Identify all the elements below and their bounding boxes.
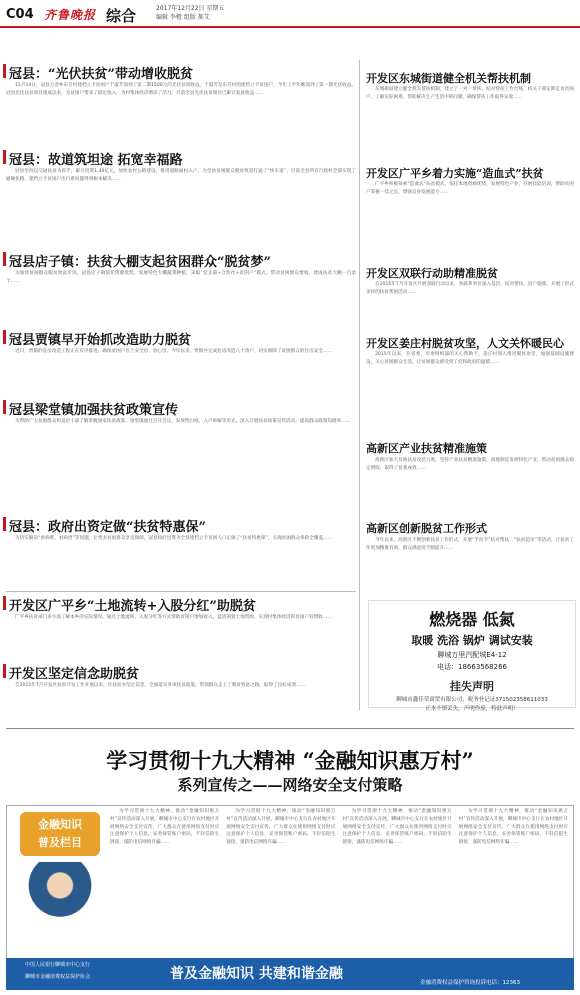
divider bbox=[6, 728, 574, 729]
headline-bar bbox=[3, 252, 6, 266]
feature-body: 为学习贯彻十九大精神，推动“金融知识惠万村”宣传活动深入开展，聊城市中心支行在农村地区开展网络安全支付宣传。广大群众在使用网络支付时应注意保护个人信息，妥善保管账户密码，不轻信陌生链接，谨防电信网络诈骗…… 为学习贯彻十九大精神，推动“金融知识惠万村”宣传活动深入开展，聊城市中心支行在农村地区开展网络安全支付宣传。广大群众在使用网络支付时应注意保护个人信息，妥善保管账户密码，不轻信陌生链接，谨防电信网络诈骗…… 为学习贯彻十九大精神，推动“金融知识惠万村”宣传活动深入开展，聊城市中心支行在农村地区开展网络安全支付宣传。广大群众在使用网络支付时应注意保护个人信息，妥善保管账户密码，不轻信陌生链接，谨防电信网络诈骗…… 为学习贯彻十九大精神，推动“金融知识惠万村”宣传活动深入开展，聊城市中心支行在农村地区开展网络安全支付宣传。广大群众在使用网络支付时应注意保护个人信息，妥善保管账户密码，不轻信陌生链接，谨防电信网络诈骗…… bbox=[110, 809, 568, 846]
editors: 编辑 李橙 组版 郝艾 bbox=[156, 14, 210, 21]
article-title[interactable]: 冠县梁堂镇加强扶贫政策宣传 bbox=[9, 403, 179, 418]
article-body: 广平乡扶贫部门多方面了解本乡的实际情况，通过土地流转、入股分红等方式帮助贫困户增加收入，盘活闲置土地资源，实现村集体经济和贫困户双增收…… bbox=[15, 615, 332, 620]
article-title[interactable]: 冠县：“光伏扶贫”带动增收脱贫 bbox=[9, 67, 193, 82]
article-title[interactable]: 开发区广平乡“土地流转+入股分红”助脱贫 bbox=[9, 599, 256, 614]
column-divider bbox=[359, 60, 360, 710]
article-body: 广平乡积极探索“造血式”扶贫模式，依托本地资源优势，发展特色产业，开展技能培训，帮助贫困户掌握一技之长，增强自身发展能力…… bbox=[366, 182, 574, 195]
feature-title[interactable]: 学习贯彻十九大精神 “金融知识惠万村” bbox=[106, 748, 474, 773]
ad-services: 取暖 洗浴 锅炉 调试安装 bbox=[411, 634, 533, 647]
notice-company: 聊城市鑫佳荣商贸有限公司，税务登记证371502358611033 bbox=[396, 697, 548, 703]
article-body: 11月14日，冠县万善乡东召村建档立卡贫困户于淑芳领到了第二期1500元的光伏扶贫收益。于淑芳是东召村的建档立卡贫困户，今年上半年她领到了第一期光伏收益。冠县光伏扶贫项目建成以来，为贫困户带来了稳定收入，为村集体经济增添了活力。目前全县光伏扶贫项目已累计发放收益…… bbox=[6, 83, 356, 96]
article-title[interactable]: 开发区双联行动助精准脱贫 bbox=[366, 267, 498, 280]
notice-text: 正本不慎丢失，声明作废，特此声明！ bbox=[425, 706, 519, 712]
article-body: 自2015年7月开发区扶贫开发工作开展以来，区扶贫办坚定信念，全面落实各项扶贫政策，带领群众走上了脱贫致富之路，取得了良好成效…… bbox=[15, 683, 306, 688]
footer-org: 中国人民银行聊城市中心支行 bbox=[25, 962, 91, 968]
header-meta bbox=[156, 4, 306, 22]
column-badge: 金融知识 普及栏目 bbox=[20, 812, 100, 856]
article-body: 今年以来，高新区不断创新扶贫工作形式，开展“手拉手”结对帮扶、“扶贫超市”等活动，让扶贫工作更加精准有效，群众满意度不断提升…… bbox=[366, 538, 574, 551]
article-title[interactable]: 高新区产业扶贫精准施策 bbox=[366, 442, 487, 455]
article-title[interactable]: 冠县：政府出资定做“扶贫特惠保” bbox=[9, 520, 206, 535]
date-line: 2017年12月22日 星期五 bbox=[156, 5, 225, 12]
article-body: 为帮助广大贫困群众和基层干部了解掌握国家扶贫政策，梁堂镇通过召开会议、发放明白纸、入户讲解等形式，深入开展扶贫政策宣传活动，提高群众政策知晓率…… bbox=[15, 419, 351, 424]
footer-hotline: 金融消费权益保护咨询投诉电话：12363 bbox=[420, 980, 520, 986]
divider bbox=[6, 591, 356, 592]
ad-address: 聊城万里汽配城E4-12 bbox=[437, 651, 507, 659]
article-body: 2015年以来，在省委、市委组织部的关心帮助下，姜庄村深入推进脱贫攻坚，加强基础设施建设，关心贫困群众生活，让贫困群众感受到了党和政府的温暖…… bbox=[366, 352, 574, 365]
article-body: 高新区加大贫困扶贫攻坚力度，坚持产业扶贫精准施策，因地制宜发展特色产业，带动贫困群众稳定增收，取得了显著成效…… bbox=[366, 458, 574, 471]
article-title[interactable]: 冠县：故道筑坦途 拓宽幸福路 bbox=[9, 153, 183, 168]
illustration-person bbox=[18, 862, 102, 940]
headline-bar bbox=[3, 64, 6, 78]
headline-bar bbox=[3, 517, 6, 531]
article-body: 自2015年7月开发区开展双联行动以来，各联系单位深入基层，结对帮扶，因户施策，开展了形式多样的扶贫帮困活动…… bbox=[366, 282, 574, 295]
headline-bar bbox=[3, 596, 6, 610]
headline-bar bbox=[3, 664, 6, 678]
footer-slogan: 普及金融知识 共建和谐金融 bbox=[170, 966, 343, 982]
notice-title: 挂失声明 bbox=[450, 680, 494, 693]
feature-subtitle: 系列宣传之——网络安全支付策略 bbox=[177, 776, 403, 794]
article-title[interactable]: 开发区广平乡着力实施“造血式”扶贫 bbox=[366, 167, 544, 180]
footer-sub: 聊城市金融消费权益保护协会 bbox=[25, 974, 91, 980]
article-title[interactable]: 高新区创新脱贫工作形式 bbox=[366, 522, 487, 535]
article-body: 近日，贾镇的危房改造工程正在有序推进，确保贫困户住上安全房、放心房。今年以来，贾镇共完成危房改造八十余户，切实保障了贫困群众的住房安全…… bbox=[15, 349, 332, 354]
paper-logo: 齐鲁晚报 bbox=[44, 8, 97, 22]
article-body: 东城街道建立健全机关帮扶机制，建立了一对一帮扶、结对帮扶工作台账，机关干部定期走访贫困户，了解实际困难，帮助解决生产生活中的问题，确保帮扶工作取得实效…… bbox=[366, 87, 574, 100]
article-title[interactable]: 开发区姜庄村脱贫攻坚，人文关怀暖民心 bbox=[366, 337, 564, 350]
article-body: 为切实解决“看病难、看病贵”等问题，让更多贫困群众享受保障，冠县政府出资为全县建档立卡贫困人口定做了“扶贫特惠保”，实现贫困群众保险全覆盖…… bbox=[15, 536, 333, 541]
article-body: 为加快贫困群众脱贫致富步伐，冠县店子镇依托资源优势，发展特色大棚蔬菜种植，采取“党支部+合作社+贫困户”模式，带动贫困群众增收，建成扶贫大棚一百余个…… bbox=[6, 271, 356, 284]
ad-headline: 燃烧器 低氮 bbox=[429, 610, 515, 629]
page-number: C04 bbox=[6, 7, 34, 22]
article-title[interactable]: 开发区东城街道健全机关帮扶机制 bbox=[366, 72, 531, 85]
headline-bar bbox=[3, 400, 6, 414]
ad-phone: 电话：18663568266 bbox=[437, 663, 507, 671]
article-title[interactable]: 冠县店子镇：扶贫大棚支起贫困群众“脱贫梦” bbox=[9, 255, 271, 270]
article-title[interactable]: 冠县贾镇早开始抓改造助力脱贫 bbox=[9, 333, 192, 348]
advertisement bbox=[368, 600, 576, 712]
headline-bar bbox=[3, 330, 6, 344]
article-body: 冠县坚持以交通扶贫为抓手，累计投资1.44亿元，加快农村公路建设，推进道路通村入户，为全县贫困群众脱贫致富打通了“快车道”。目前全县所有行政村全部实现了通硬化路，建档立卡贫困户出行难问题得到根本解决…… bbox=[6, 169, 356, 182]
section-name: 综合 bbox=[106, 7, 137, 25]
article-title[interactable]: 开发区坚定信念助脱贫 bbox=[9, 667, 140, 682]
headline-bar bbox=[3, 150, 6, 164]
